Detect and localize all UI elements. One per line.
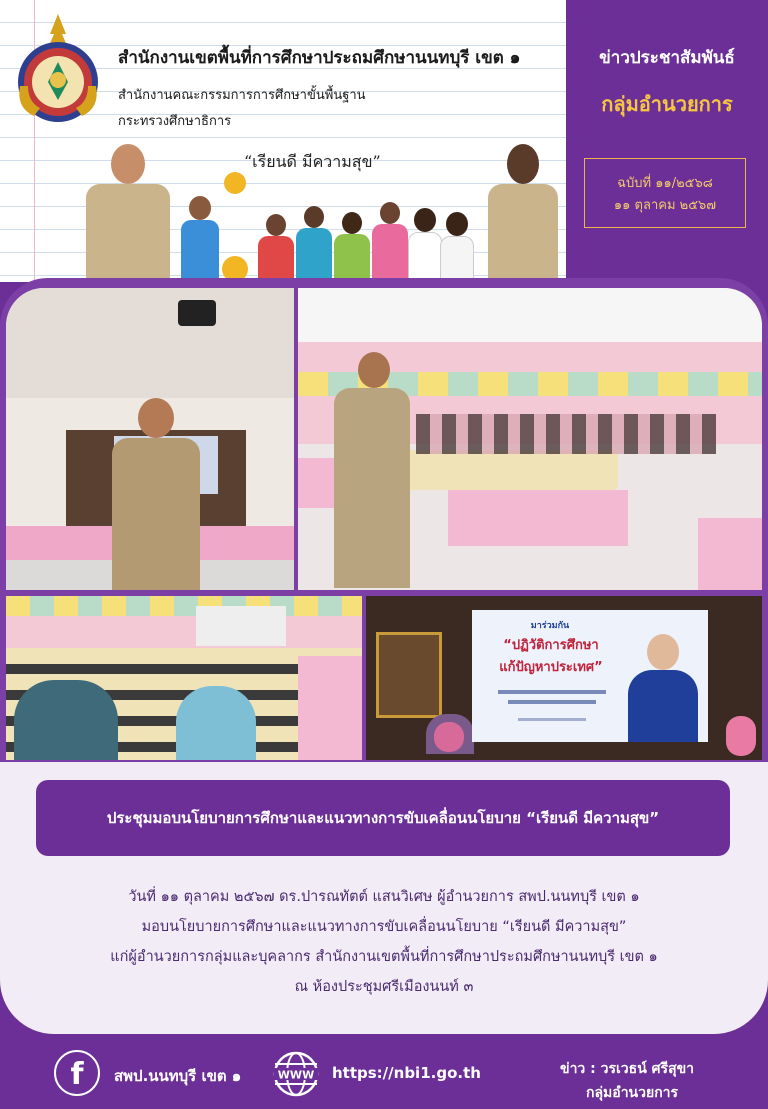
issue-number: ฉบับที่ ๑๑/๒๕๖๘ bbox=[617, 176, 713, 191]
article-line-3: แก่ผู้อำนวยการกลุ่มและบุคลากร สำนักงานเขตพื้นที่การศึกษาประถมศึกษานนทบุรี เขต ๑ bbox=[110, 949, 658, 965]
issue-date: ๑๑ ตุลาคม ๒๕๖๗ bbox=[613, 198, 717, 213]
official-figure-right bbox=[486, 144, 560, 282]
speaker-portrait bbox=[628, 634, 698, 742]
projected-slide bbox=[472, 610, 708, 742]
photo-collage bbox=[0, 278, 768, 764]
footer bbox=[0, 1034, 768, 1109]
photo-audience bbox=[6, 596, 362, 760]
photo-presentation-slide bbox=[366, 596, 762, 760]
slide-line-3: แก้ปัญหาประเทศ” bbox=[499, 660, 603, 675]
facebook-icon[interactable]: f bbox=[54, 1050, 100, 1096]
www-text: WWW bbox=[277, 1068, 315, 1082]
slogan: “เรียนดี มีความสุข” bbox=[244, 152, 381, 171]
article-body bbox=[20, 882, 748, 1002]
photo-speaker-stage bbox=[6, 288, 294, 590]
globe-www-icon[interactable] bbox=[272, 1050, 320, 1098]
office-seal-logo bbox=[10, 12, 106, 124]
header-panel bbox=[0, 0, 566, 282]
ministry: กระทรวงศึกษาธิการ bbox=[118, 114, 232, 129]
photo-meeting-room bbox=[298, 288, 762, 590]
facebook-page-link[interactable]: สพป.นนทบุรี เขต ๑ bbox=[114, 1067, 242, 1085]
students-group bbox=[176, 172, 476, 282]
article-panel bbox=[0, 762, 768, 1034]
reporter-credit: ข่าว : วรเวธน์ ศรีสุขา bbox=[560, 1061, 695, 1077]
slide-line-2: “ปฏิวัติการศึกษา bbox=[503, 638, 599, 653]
speaker-figure bbox=[112, 398, 200, 590]
parent-office: สำนักงานคณะกรรมการการศึกษาขั้นพื้นฐาน bbox=[118, 88, 366, 103]
reporter-group: กลุ่มอำนวยการ bbox=[586, 1085, 679, 1101]
speaker-walking bbox=[334, 352, 414, 590]
article-line-4: ณ ห้องประชุมศรีเมืองนนท์ ๓ bbox=[294, 979, 474, 995]
article-line-1: วันที่ ๑๑ ตุลาคม ๒๕๖๗ ดร.ปารณทัตต์ แสนวิเศษ ผู้อำนวยการ สพป.นนทบุรี เขต ๑ bbox=[128, 889, 640, 905]
group-name: กลุ่มอำนวยการ bbox=[601, 92, 733, 116]
article-headline: ประชุมมอบนโยบายการศึกษาและแนวทางการขับเคลื่อนนโยบาย “เรียนดี มีความสุข” bbox=[36, 780, 730, 856]
press-release-title: ข่าวประชาสัมพันธ์ bbox=[599, 48, 735, 68]
article-line-2: มอบนโยบายการศึกษาและแนวทางการขับเคลื่อนนโยบาย “เรียนดี มีความสุข” bbox=[141, 919, 627, 935]
official-figure-left bbox=[84, 144, 172, 282]
slide-line-1: มาร่วมกัน bbox=[530, 621, 570, 631]
issue-box bbox=[584, 158, 746, 228]
website-link[interactable]: https://nbi1.go.th bbox=[332, 1064, 481, 1082]
org-name: สำนักงานเขตพื้นที่การศึกษาประถมศึกษานนทบุรี เขต ๑ bbox=[118, 48, 521, 68]
news-sidebar bbox=[566, 0, 768, 282]
